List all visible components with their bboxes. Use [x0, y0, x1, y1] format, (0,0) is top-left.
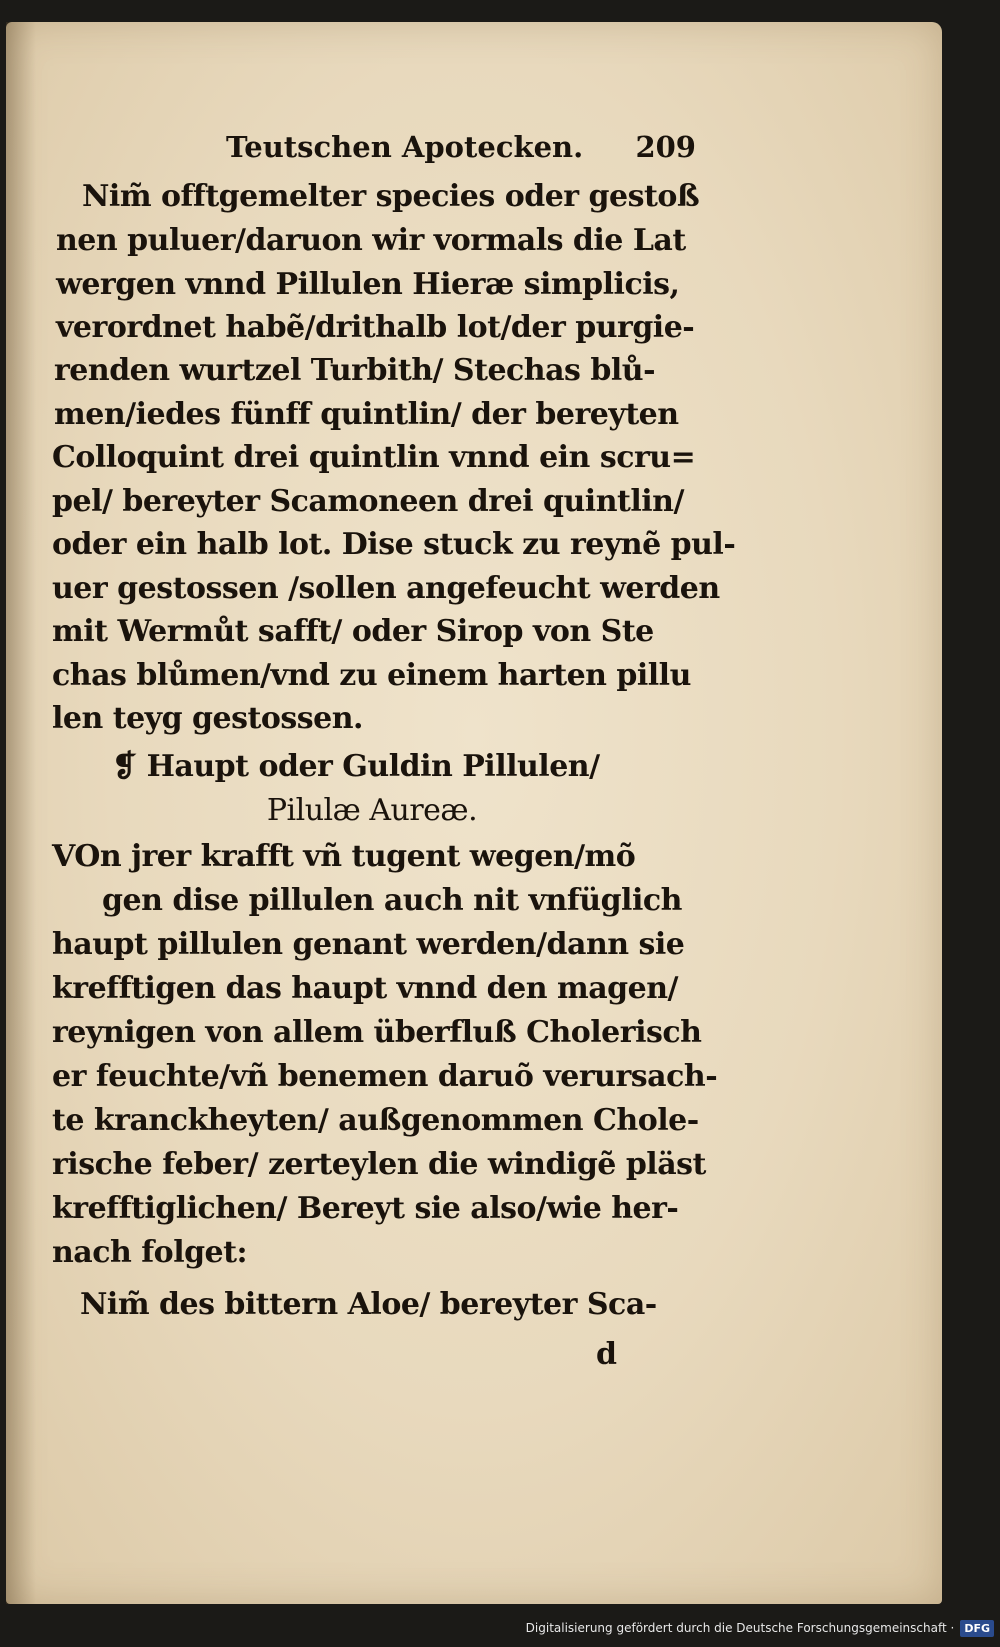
text-line: reynigen von allem überfluß Cholerisch	[52, 1015, 702, 1050]
text-line: VOn jrer krafft vñ tugent wegen/mõ	[52, 839, 636, 874]
text-line: er feuchte/vñ benemen daruõ verursach-	[52, 1059, 718, 1094]
text-line: gen dise pillulen auch nit vnfüglich	[102, 883, 682, 918]
text-line: Colloquint drei quintlin vnnd ein scru=	[52, 440, 696, 475]
text-line: chas blůmen/vnd zu einem harten pillu	[52, 658, 691, 693]
section-subheading: Pilulæ Aureæ.	[266, 793, 478, 828]
text-line: haupt pillulen genant werden/dann sie	[52, 927, 685, 962]
text-line: men/iedes fünff quintlin/ der bereyten	[54, 397, 679, 432]
text-line: oder ein halb lot. Dise stuck zu reynẽ pul-	[52, 527, 736, 562]
text-line: nen puluer/daruon wir vormals die Lat	[56, 223, 686, 258]
section-heading: ❡ Haupt oder Guldin Pillulen/	[112, 749, 600, 784]
text-line: Nim̃ offtgemelter species oder gestoß	[82, 179, 700, 214]
catchword: d	[596, 1337, 617, 1372]
text-line: len teyg gestossen.	[52, 701, 363, 736]
text-line: pel/ bereyter Scamoneen drei quintlin/	[52, 484, 684, 519]
text-line: krefftiglichen/ Bereyt sie also/wie her-	[52, 1191, 679, 1226]
running-header	[226, 130, 696, 170]
text-line: uer gestossen /sollen angefeucht werden	[52, 571, 720, 606]
running-title: Teutschen Apotecken.	[226, 130, 584, 164]
text-line: verordnet habẽ/drithalb lot/der purgie-	[56, 310, 695, 345]
dfg-logo: DFG	[960, 1620, 994, 1637]
text-line: renden wurtzel Turbith/ Stechas blů-	[54, 353, 656, 388]
digitization-credit	[526, 1617, 994, 1639]
text-line: nach folget:	[52, 1235, 248, 1270]
credit-text: Digitalisierung gefördert durch die Deutsche Forschungsgemeinschaft ·	[525, 1621, 955, 1635]
text-line: Nim̃ des bittern Aloe/ bereyter Sca-	[80, 1287, 657, 1322]
text-line: mit Wermůt safft/ oder Sirop von Ste	[52, 614, 654, 649]
text-line: te kranckheyten/ außgenommen Chole-	[52, 1103, 699, 1138]
text-line: krefftigen das haupt vnnd den magen/	[52, 971, 678, 1006]
page-number: 209	[635, 130, 696, 164]
text-line: wergen vnnd Pillulen Hieræ simplicis,	[56, 267, 680, 302]
book-page	[6, 22, 942, 1604]
text-line: rische feber/ zerteylen die windigẽ pläst	[52, 1147, 706, 1182]
